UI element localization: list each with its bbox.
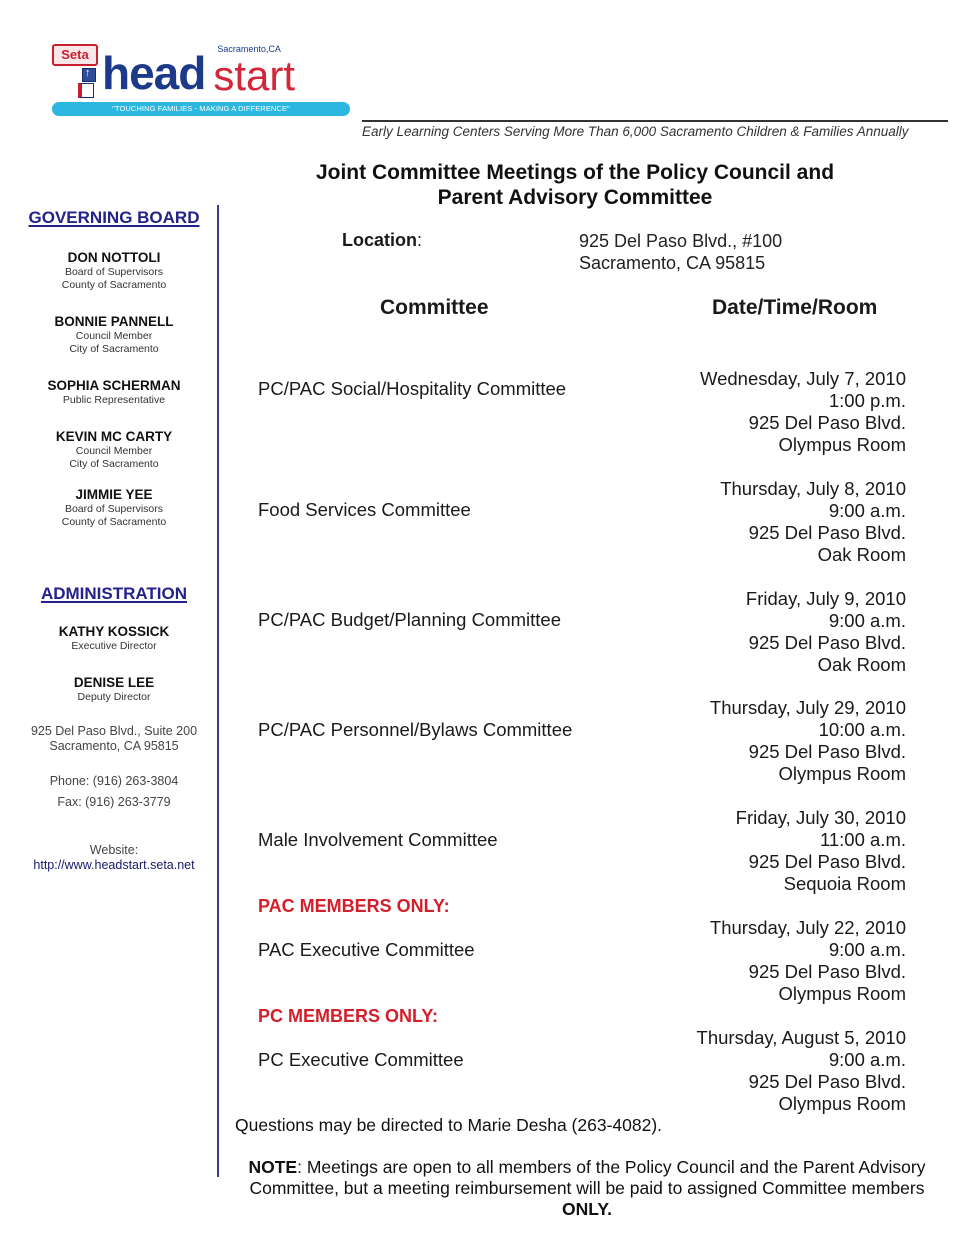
- meeting-time: 10:00 a.m.: [818, 719, 906, 740]
- meeting-address: 925 Del Paso Blvd.: [748, 741, 906, 762]
- committee-name: PC/PAC Personnel/Bylaws Committee: [258, 719, 573, 740]
- page-title: [250, 160, 900, 210]
- header-rule: [362, 120, 948, 122]
- fax-number: Fax: (916) 263-3779: [57, 795, 171, 809]
- note-emphasis: ONLY.: [562, 1199, 612, 1219]
- meeting-address: 925 Del Paso Blvd.: [748, 522, 906, 543]
- title-line1: Joint Committee Meetings of the Policy Council and: [315, 161, 835, 184]
- meeting-time: 11:00 a.m.: [819, 829, 906, 850]
- meeting-time: 9:00 a.m.: [828, 500, 906, 521]
- headstart-logo: [50, 40, 350, 118]
- seta-logo-text: Seta: [61, 47, 89, 62]
- meeting-date: Thursday, July 29, 2010: [709, 697, 906, 718]
- admin-member: [14, 624, 214, 653]
- governing-board-heading: GOVERNING BOARD: [28, 208, 200, 227]
- logo-city: Sacramento,CA: [217, 44, 281, 54]
- meeting-room: Olympus Room: [778, 434, 906, 455]
- meeting-date: Thursday, July 8, 2010: [720, 478, 906, 499]
- board-member: [14, 429, 214, 471]
- office-address-line1: 925 Del Paso Blvd., Suite 200: [30, 724, 198, 738]
- committee-name: PAC Executive Committee: [258, 939, 475, 960]
- website-link[interactable]: http://www.headstart.seta.net: [33, 858, 195, 872]
- logo-badge-group: [50, 40, 100, 98]
- office-address-line2: Sacramento, CA 95815: [49, 739, 179, 753]
- meeting-time: 1:00 p.m.: [828, 390, 906, 411]
- phone-number: Phone: (916) 263-3804: [49, 774, 179, 788]
- member-role: Public Representative: [62, 394, 166, 406]
- administration-heading: ADMINISTRATION: [40, 584, 188, 603]
- board-member: [14, 250, 214, 292]
- meeting-address: 925 Del Paso Blvd.: [748, 851, 906, 872]
- member-name: SOPHIA SCHERMAN: [47, 378, 181, 393]
- member-role: City of Sacramento: [69, 343, 159, 355]
- meeting-room: Olympus Room: [778, 983, 906, 1004]
- member-name: KEVIN MC CARTY: [55, 429, 173, 444]
- board-member: [14, 314, 214, 356]
- meeting-details: [710, 917, 906, 1005]
- meeting-date: Friday, July 30, 2010: [735, 807, 906, 828]
- member-name: DON NOTTOLI: [67, 250, 161, 265]
- member-role: County of Sacramento: [61, 279, 167, 291]
- meeting-time: 9:00 a.m.: [828, 939, 906, 960]
- sidebar: [14, 208, 214, 873]
- committee-name: Food Services Committee: [258, 499, 471, 520]
- sidebar-divider: [217, 205, 219, 1177]
- logo-head-word: head: [102, 47, 206, 99]
- column-header-datetime: Date/Time/Room: [712, 296, 878, 319]
- location-line1: 925 Del Paso Blvd., #100: [579, 231, 783, 251]
- meeting-address: 925 Del Paso Blvd.: [748, 961, 906, 982]
- meeting-details: [720, 478, 906, 566]
- meeting-address: 925 Del Paso Blvd.: [748, 1071, 906, 1092]
- committee-name: PC/PAC Social/Hospitality Committee: [258, 378, 567, 399]
- meeting-date: Wednesday, July 7, 2010: [699, 368, 906, 389]
- column-header-committee: Committee: [380, 296, 489, 319]
- member-name: BONNIE PANNELL: [54, 314, 174, 329]
- location-address: [579, 230, 782, 274]
- website-label: Website:: [89, 843, 139, 857]
- meeting-details: [700, 368, 906, 456]
- member-role: County of Sacramento: [61, 516, 167, 528]
- meeting-room: Oak Room: [817, 654, 906, 675]
- header-tagline: Early Learning Centers Serving More Than 6,000 Sacramento Children & Families Annually: [362, 124, 909, 139]
- title-line2: Parent Advisory Committee: [437, 186, 713, 209]
- location-label: Location:: [342, 230, 423, 250]
- meeting-room: Oak Room: [817, 544, 906, 565]
- note-label: NOTE: [248, 1157, 298, 1177]
- meeting-details: [746, 588, 906, 676]
- committee-name: Male Involvement Committee: [258, 829, 498, 850]
- seta-logo-badge: [52, 44, 98, 66]
- meeting-room: Olympus Room: [778, 763, 906, 784]
- member-role: Board of Supervisors: [64, 503, 164, 515]
- meeting-details: [710, 697, 906, 785]
- note-text: : Meetings are open to all members of the Policy Council and the Parent Advisory Committee, but a meeting reimbursement will be paid to assigned Committee members: [249, 1157, 926, 1198]
- member-role: Council Member: [75, 330, 153, 342]
- member-role: Board of Supervisors: [64, 266, 164, 278]
- admin-member: [14, 675, 214, 704]
- pc-members-only-label: PC MEMBERS ONLY:: [258, 1006, 439, 1026]
- meeting-time: 9:00 a.m.: [828, 610, 906, 631]
- member-role: City of Sacramento: [69, 458, 159, 470]
- member-role: Council Member: [75, 445, 153, 457]
- meeting-date: Thursday, July 22, 2010: [709, 917, 906, 938]
- member-name: KATHY KOSSICK: [58, 624, 170, 639]
- location-line2: Sacramento, CA 95815: [579, 253, 766, 273]
- member-role: Deputy Director: [77, 691, 151, 703]
- meeting-date: Friday, July 9, 2010: [745, 588, 906, 609]
- meeting-address: 925 Del Paso Blvd.: [748, 632, 906, 653]
- member-name: JIMMIE YEE: [75, 487, 153, 502]
- logo-tagline-bar: [52, 102, 350, 116]
- meeting-time: 9:00 a.m.: [828, 1049, 906, 1070]
- board-member: [14, 487, 214, 529]
- committee-name: PC Executive Committee: [258, 1049, 464, 1070]
- logo-start-word: start: [213, 52, 296, 99]
- meeting-details: [697, 1027, 906, 1115]
- meeting-details: [736, 807, 906, 895]
- member-role: Executive Director: [71, 640, 157, 652]
- meeting-room: Sequoia Room: [783, 873, 906, 894]
- logo-tagline: "TOUCHING FAMILIES - MAKING A DIFFERENCE": [112, 104, 290, 113]
- meeting-address: 925 Del Paso Blvd.: [748, 412, 906, 433]
- meeting-date: Thursday, August 5, 2010: [696, 1027, 906, 1048]
- committee-name: PC/PAC Budget/Planning Committee: [258, 609, 562, 630]
- pac-members-only-label: PAC MEMBERS ONLY:: [258, 896, 450, 916]
- board-member: [14, 378, 214, 407]
- logo-wordmark-row: [50, 40, 350, 98]
- toy-blocks-icon: [78, 68, 100, 98]
- note-paragraph: [232, 1157, 942, 1220]
- member-name: DENISE LEE: [73, 675, 155, 690]
- questions-contact: Questions may be directed to Marie Desha (263-4082).: [235, 1115, 663, 1135]
- meeting-room: Olympus Room: [778, 1093, 906, 1114]
- logo-start-group: [213, 44, 295, 98]
